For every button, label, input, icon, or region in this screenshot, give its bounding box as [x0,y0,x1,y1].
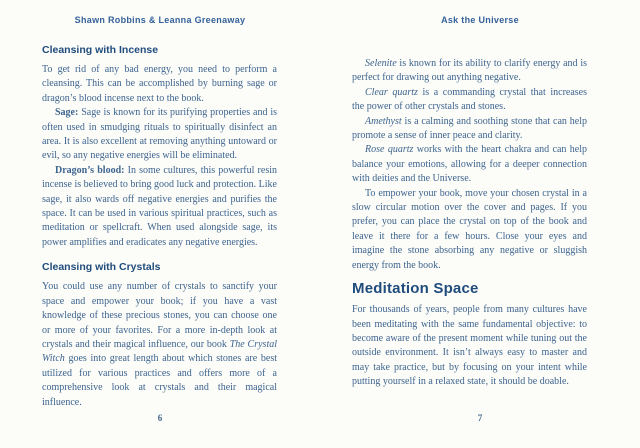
text-run: is known for its ability to clarify energy and is perfect for drawing out anything negative. [352,58,587,84]
text-run: To empower your book, move your chosen crystal in a slow circular motion over the cover and pages. If you prefer, you can place the crystal on top of the book and leave it there for a few hours. Close your eyes and imagine the stone absorbing any negative or sluggish energy from the book. [352,187,587,271]
text-run: To get rid of any bad energy, you need to perform a cleansing. This can be accomplished by burning sage or dragon’s blood incense next to the book. [42,64,277,104]
section-heading: Cleansing with Incense [42,44,159,56]
paragraph [352,187,587,273]
text-run: You could use any number of crystals to sanctify your space and empower your book; if you have a vast knowledge of these precious stones, you can choose one or more of your favorites. For a more in-depth look at crystals and their magical influence, our book [42,281,277,350]
right-page [320,0,640,448]
text-run: The Crystal Witch [42,338,278,365]
paragraph [352,143,587,186]
text-run: For thousands of years, people from many cultures have been meditating with the same fundamental objective: to become aware of the present moment while tuning out the outside environment. It isn’t always easy to master and may take practice, but by focusing on your intent while putting yourself in a relaxed state, it should be doable. [352,304,587,388]
text-run: In some cultures, this powerful resin incense is believed to bring good luck and protection. Like sage, it also wards off negative energies and purifies the space. It can be used in various spiritual practices, such as meditation or spellcraft. When used alongside sage, its power amplifies and eradicates any negative energies. [42,164,277,248]
left-page-content [42,44,277,410]
paragraph [352,115,587,144]
right-page-content [352,57,587,390]
text-run: goes into great length about which stones are best utilized for various practices and offers more of a comprehensive look at crystals and their magical influence. [42,353,277,408]
section-heading: Cleansing with Crystals [42,261,161,274]
text-run: Sage: [55,107,79,119]
paragraph [352,303,587,389]
paragraph [42,106,277,164]
text-run: Clear quartz [365,86,418,98]
paragraph [352,86,587,115]
text-run: Dragon’s blood: [55,164,125,176]
text-run: is a commanding crystal that increases the power of other crystals and stones. [352,86,587,113]
text-run: Sage is known for its purifying properties and is often used in smudging rituals to spiritually disinfect an area. It is also excellent at removing anything untoward or evil, so any negative energies will be eliminated. [42,107,277,162]
running-head-title: Ask the Universe [441,15,519,25]
paragraph [42,63,277,106]
text-run: Rose quartz [365,144,414,156]
text-run: Amethyst [365,115,402,127]
paragraph [42,280,277,410]
running-head-author: Shawn Robbins & Leanna Greenaway [74,15,246,25]
text-run: works with the heart chakra and can help balance your emotions, allowing for a deeper connection with deities and the Universe. [352,144,588,185]
section-heading: Meditation Space [352,280,479,298]
paragraph [42,164,277,250]
page-number-right: 7 [477,413,483,423]
text-run: Selenite [365,58,397,69]
text-run: is a calming and soothing stone that can help promote a sense of inner peace and clarity. [352,115,587,142]
paragraph [352,57,587,86]
page-number-left: 6 [157,413,163,423]
